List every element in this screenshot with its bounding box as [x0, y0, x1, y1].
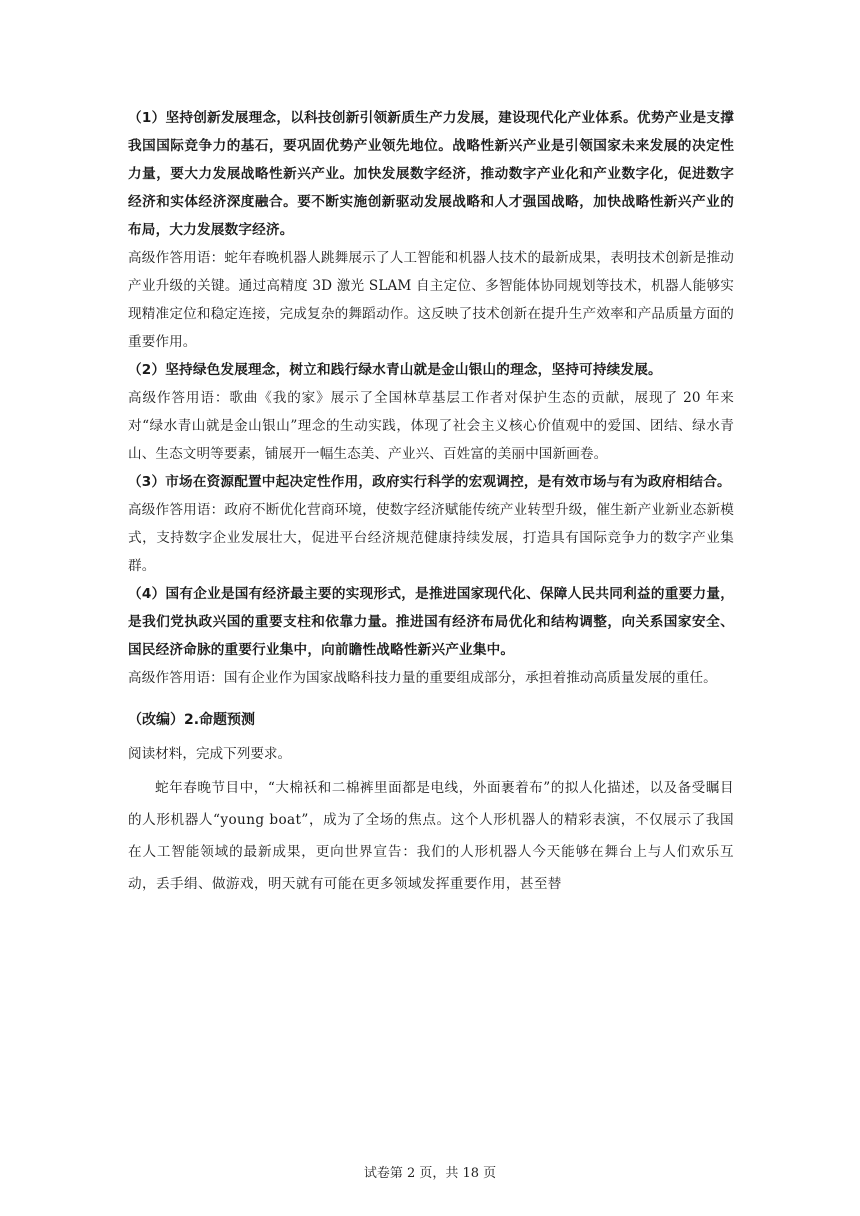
answer-point-3: （3）市场在资源配置中起决定性作用，政府实行科学的宏观调控，是有效市场与有为政府相结合。 — [128, 474, 731, 490]
document-body — [128, 104, 734, 900]
section-heading: （改编）2.命题预测 — [128, 712, 256, 728]
answer-point-1: （1）坚持创新发展理念，以科技创新引领新质生产力发展，建设现代化产业体系。优势产业是支撑我国国际竞争力的基石，要巩固优势产业领先地位。战略性新兴产业是引领国家未来发展的决定性力量，要大力发展战略性新兴产业。加快发展数字经济，推动数字产业化和产业数字化，促进数字经济和实体经济深度融合。要不断实施创新驱动发展战略和人才强国战略，加快战略性新兴产业的布局，大力发展数字经济。 — [128, 110, 734, 238]
question-instruction: 阅读材料，完成下列要求。 — [128, 746, 292, 762]
page-footer: 试卷第 2 页，共 18 页 — [363, 1166, 497, 1181]
answer-phrasing-1: 高级作答用语：蛇年春晚机器人跳舞展示了人工智能和机器人技术的最新成果，表明技术创新是推动产业升级的关键。通过高精度 3D 激光 SLAM 自主定位、多智能体协同规划等技术，机器人能够实现精准定位和稳定连接，完成复杂的舞蹈动作。这反映了技术创新在提升生产效率和产品质量方面的重要作用。 — [128, 250, 734, 350]
answer-point-4: （4）国有企业是国有经济最主要的实现形式，是推进国家现代化、保障人民共同利益的重要力量，是我们党执政兴国的重要支柱和依靠力量。推进国有经济布局优化和结构调整，向关系国家安全、国民经济命脉的重要行业集中，向前瞻性战略性新兴产业集中。 — [128, 586, 734, 658]
reading-material: 蛇年春晚节目中，“大棉袄和二棉裤里面都是电线，外面裹着布”的拟人化描述，以及备受瞩目的人形机器人“young boat”，成为了全场的焦点。这个人形机器人的精彩表演，不仅展示了我国在人工智能领域的最新成果，更向世界宣告：我们的人形机器人今天能够在舞台上与人们欢乐互动，丢手绢、做游戏，明天就有可能在更多领域发挥重要作用，甚至替 — [128, 780, 734, 892]
answer-point-2: （2）坚持绿色发展理念，树立和践行绿水青山就是金山银山的理念，坚持可持续发展。 — [128, 362, 662, 378]
answer-phrasing-4: 高级作答用语：国有企业作为国家战略科技力量的重要组成部分，承担着推动高质量发展的重任。 — [128, 670, 717, 686]
answer-phrasing-3: 高级作答用语：政府不断优化营商环境，使数字经济赋能传统产业转型升级，催生新产业新业态新模式，支持数字企业发展壮大，促进平台经济规范健康持续发展，打造具有国际竞争力的数字产业集群。 — [128, 502, 734, 574]
answer-phrasing-2: 高级作答用语：歌曲《我的家》展示了全国林草基层工作者对保护生态的贡献，展现了 20 年来对“绿水青山就是金山银山”理念的生动实践，体现了社会主义核心价值观中的爱国、团结、绿水青山、生态文明等要素，铺展开一幅生态美、产业兴、百姓富的美丽中国新画卷。 — [128, 390, 734, 462]
